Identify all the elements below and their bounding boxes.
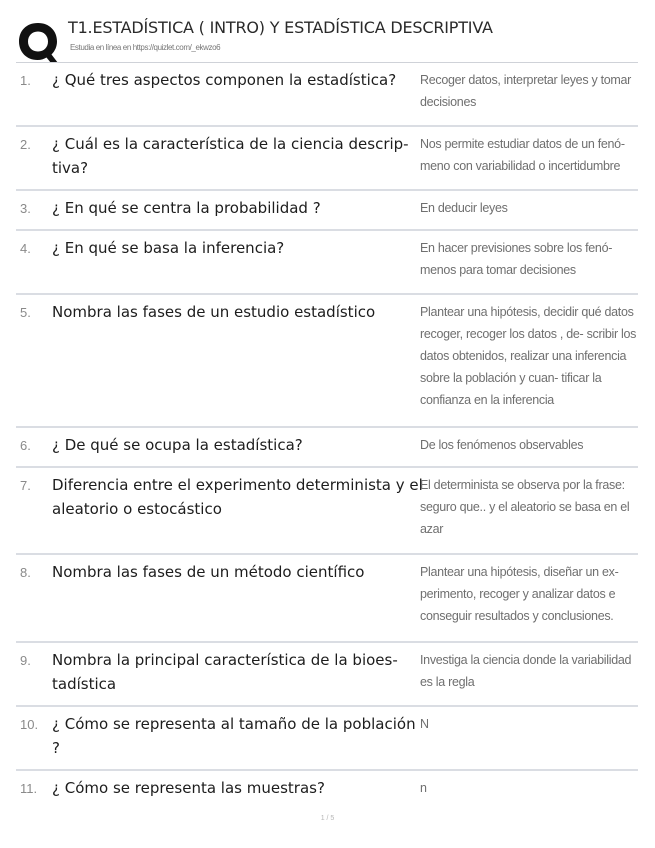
flashcard-row <box>16 231 638 295</box>
flashcard-row <box>16 771 638 809</box>
card-term: ¿ De qué se ocupa la estadística? <box>52 436 303 454</box>
card-term: Nombra la principal característica de la bioes- tadística <box>52 651 398 693</box>
page-number: 1 / 5 <box>320 815 335 822</box>
card-number: 1. <box>20 73 31 88</box>
card-number: 4. <box>20 241 31 256</box>
flashcard-row <box>16 63 638 127</box>
card-definition: De los fenómenos observables <box>420 438 584 452</box>
flashcard-row <box>16 707 638 771</box>
card-definition: Plantear una hipótesis, diseñar un ex- perimento, recoger y analizar datos e conseguir resultados y conclusiones. <box>420 565 619 623</box>
card-number: 10. <box>20 717 39 732</box>
card-number: 5. <box>20 305 31 320</box>
page-title: T1.ESTADÍSTICA ( INTRO) Y ESTADÍSTICA DESCRIPTIVA <box>68 18 493 37</box>
card-term: ¿ Cuál es la característica de la ciencia descrip- tiva? <box>52 135 409 177</box>
flashcard-list <box>16 63 638 809</box>
card-definition: N <box>420 717 429 731</box>
flashcard-row <box>16 428 638 468</box>
flashcard-row <box>16 555 638 643</box>
flashcard-row <box>16 643 638 707</box>
flashcard-row <box>16 468 638 555</box>
card-definition: Plantear una hipótesis, decidir qué datos recoger, recoger los datos , de- scribir los datos obtenidos, realizar una inferencia sobre la población y cuan- tificar la confianza en la inferencia <box>420 305 637 407</box>
card-number: 6. <box>20 438 31 453</box>
card-definition: Nos permite estudiar datos de un fenó- meno con variabilidad o incertidumbre <box>420 137 625 173</box>
card-definition: En hacer previsiones sobre los fenó- menos para tomar decisiones <box>420 241 613 277</box>
card-number: 8. <box>20 565 31 580</box>
card-number: 7. <box>20 478 31 493</box>
card-number: 11. <box>20 781 38 796</box>
flashcard-row <box>16 191 638 231</box>
flashcard-row <box>16 127 638 191</box>
card-term: Nombra las fases de un método científico <box>52 563 365 581</box>
card-term: Nombra las fases de un estudio estadístico <box>52 303 376 321</box>
card-term: ¿ Qué tres aspectos componen la estadística? <box>52 71 397 89</box>
study-online-link[interactable]: Estudia en línea en https://quizlet.com/_ekwzo6 <box>70 43 221 52</box>
card-number: 9. <box>20 653 31 668</box>
page-header <box>16 14 636 60</box>
card-definition: En deducir leyes <box>420 201 508 215</box>
card-definition: n <box>420 781 427 795</box>
card-number: 3. <box>20 201 31 216</box>
card-term: ¿ En qué se basa la inferencia? <box>52 239 285 257</box>
card-definition: Recoger datos, interpretar leyes y tomar decisiones <box>420 73 632 109</box>
flashcard-row <box>16 295 638 428</box>
card-definition: Investiga la ciencia donde la variabilidad es la regla <box>420 653 632 689</box>
card-number: 2. <box>20 137 31 152</box>
quizlet-logo-icon <box>16 20 60 64</box>
card-definition: El determinista se observa por la frase: seguro que.. y el aleatorio se basa en el azar <box>420 478 630 536</box>
card-term: ¿ Cómo se representa al tamaño de la población ? <box>52 715 416 757</box>
card-term: Diferencia entre el experimento determinista y el aleatorio o estocástico <box>52 476 423 518</box>
card-term: ¿ Cómo se representa las muestras? <box>52 779 325 797</box>
card-term: ¿ En qué se centra la probabilidad ? <box>52 199 321 217</box>
